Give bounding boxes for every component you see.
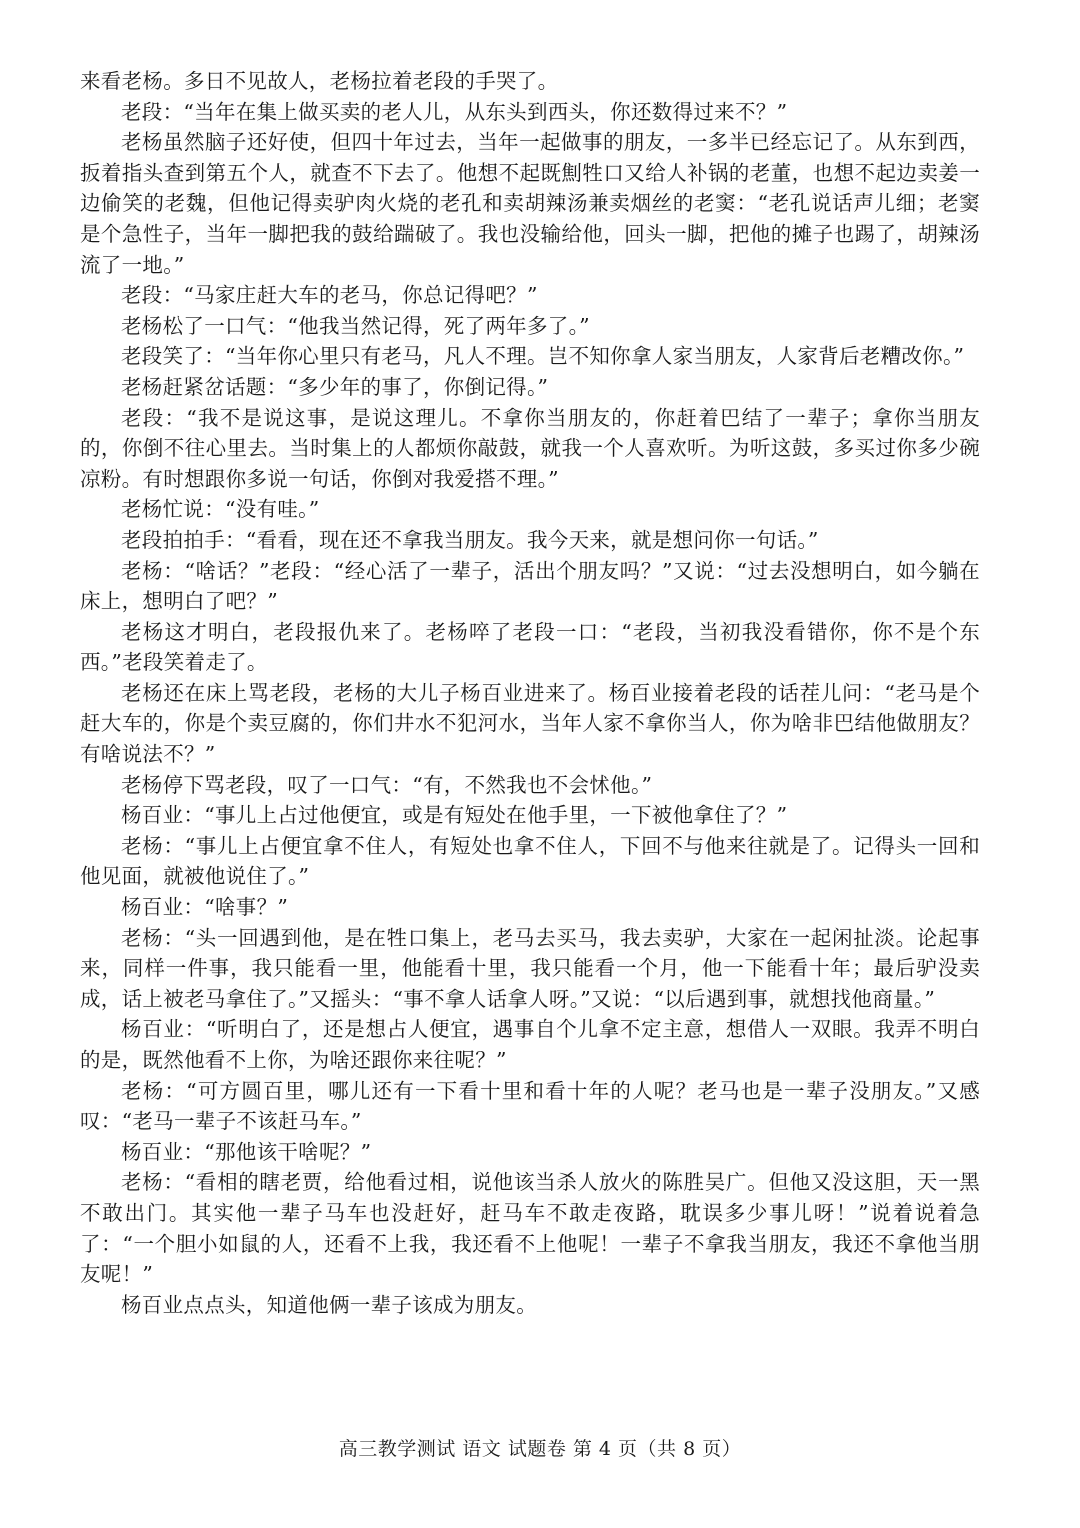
paragraph: 老杨：“头一回遇到他，是在牲口集上，老马去买马，我去卖驴，大家在一起闲扯淡。论起事来，同样一件事，我只能看一里，他能看十里，我只能看一个月，他一下能看十年；最后驴没卖成，话上被老马拿住了。”又摇头：“事不拿人话拿人呀。”又说：“以后遇到事，就想找他商量。” (80, 925, 980, 1011)
document-body (80, 66, 980, 1320)
paragraph: 老段：“我不是说这事，是说这理儿。不拿你当朋友的，你赶着巴结了一辈子；拿你当朋友的，你倒不往心里去。当时集上的人都烦你敲鼓，就我一个人喜欢听。为听这鼓，多买过你多少碗凉粉。有时想跟你多说一句话，你倒对我爱搭不理。” (80, 405, 980, 491)
paragraph: 老段：“当年在集上做买卖的老人儿，从东头到西头，你还数得过来不？” (121, 99, 788, 124)
paragraph: 来看老杨。多日不见故人，老杨拉着老段的手哭了。 (80, 69, 559, 93)
paragraph: 老杨赶紧岔话题：“多少年的事了，你倒记得。” (121, 374, 549, 399)
paragraph: 老杨忙说：“没有哇。” (121, 497, 320, 522)
paragraph: 老杨：“事儿上占便宜拿不住人，有短处也拿不住人，下回不与他来往就是了。记得头一回和他见面，就被他说住了。” (80, 833, 980, 889)
paragraph: 老杨还在床上骂老段，老杨的大儿子杨百业进来了。杨百业接着老段的话茬儿问：“老马是个赶大车的，你是个卖豆腐的，你们井水不犯河水，当年人家不拿你当人，你为啥非巴结他做朋友？有啥说法不？” (80, 680, 980, 767)
paragraph: 老段：“马家庄赶大车的老马，你总记得吧？” (121, 283, 538, 308)
paragraph: 杨百业：“事儿上占过他便宜，或是有短处在他手里，一下被他拿住了？” (121, 803, 788, 828)
paragraph: 杨百业：“那他该干啥呢？” (121, 1139, 372, 1164)
paragraph: 杨百业：“听明白了，还是想占人便宜，遇事自个儿拿不定主意，想借人一双眼。我弄不明白的是，既然他看不上你，为啥还跟你来往呢？” (80, 1017, 980, 1072)
paragraph: 老杨虽然脑子还好使，但四十年过去，当年一起做事的朋友，一多半已经忘记了。从东到西，扳着指头查到第五个人，就查不下去了。他想不起既劁牲口又给人补锅的老董，也想不起边卖姜一边偷笑的老魏，但他记得卖驴肉火烧的老孔和卖胡辣汤兼卖烟丝的老窦：“老孔说话声儿细；老窦是个急性子，当年一脚把我的鼓给踹破了。我也没输给他，回头一脚，把他的摊子也踢了，胡辣汤流了一地。” (80, 130, 980, 277)
paragraph: 老杨：“看相的瞎老贾，给他看过相，说他该当杀人放火的陈胜吴广。但他又没这胆，天一黑不敢出门。其实他一辈子马车也没赶好，赶马车不敢走夜路，耽误多少事儿呀！”说着说着急了：“一个胆小如鼠的人，还看不上我，我还看不上他呢！一辈子不拿我当朋友，我还不拿他当朋友呢！” (80, 1170, 980, 1287)
paragraph: 杨百业点点头，知道他俩一辈子该成为朋友。 (121, 1292, 537, 1317)
paragraph: 老杨：“啥话？”老段：“经心活了一辈子，活出个朋友吗？”又说：“过去没想明白，如今躺在床上，想明白了吧？” (80, 558, 980, 614)
paragraph: 老杨这才明白，老段报仇来了。老杨啐了老段一口：“老段，当初我没看错你，你不是个东西。”老段笑着走了。 (80, 619, 980, 675)
paragraph: 老杨停下骂老段，叹了一口气：“有，不然我也不会怵他。” (121, 772, 653, 797)
paragraph: 老杨：“可方圆百里，哪儿还有一下看十里和看十年的人呢？老马也是一辈子没朋友。”又感叹：“老马一辈子不该赶马车。” (80, 1078, 980, 1134)
page-footer: 高三教学测试 语文 试题卷 第 4 页（共 8 页） (338, 1438, 742, 1460)
paragraph: 老段拍拍手：“看看，现在还不拿我当朋友。我今天来，就是想问你一句话。” (121, 527, 819, 552)
paragraph: 老杨松了一口气：“他我当然记得，死了两年多了。” (121, 313, 590, 338)
paragraph: 老段笑了：“当年你心里只有老马，凡人不理。岂不知你拿人家当朋友，人家背后老糟改你。” (121, 344, 965, 369)
paragraph: 杨百业：“啥事？” (121, 895, 289, 920)
